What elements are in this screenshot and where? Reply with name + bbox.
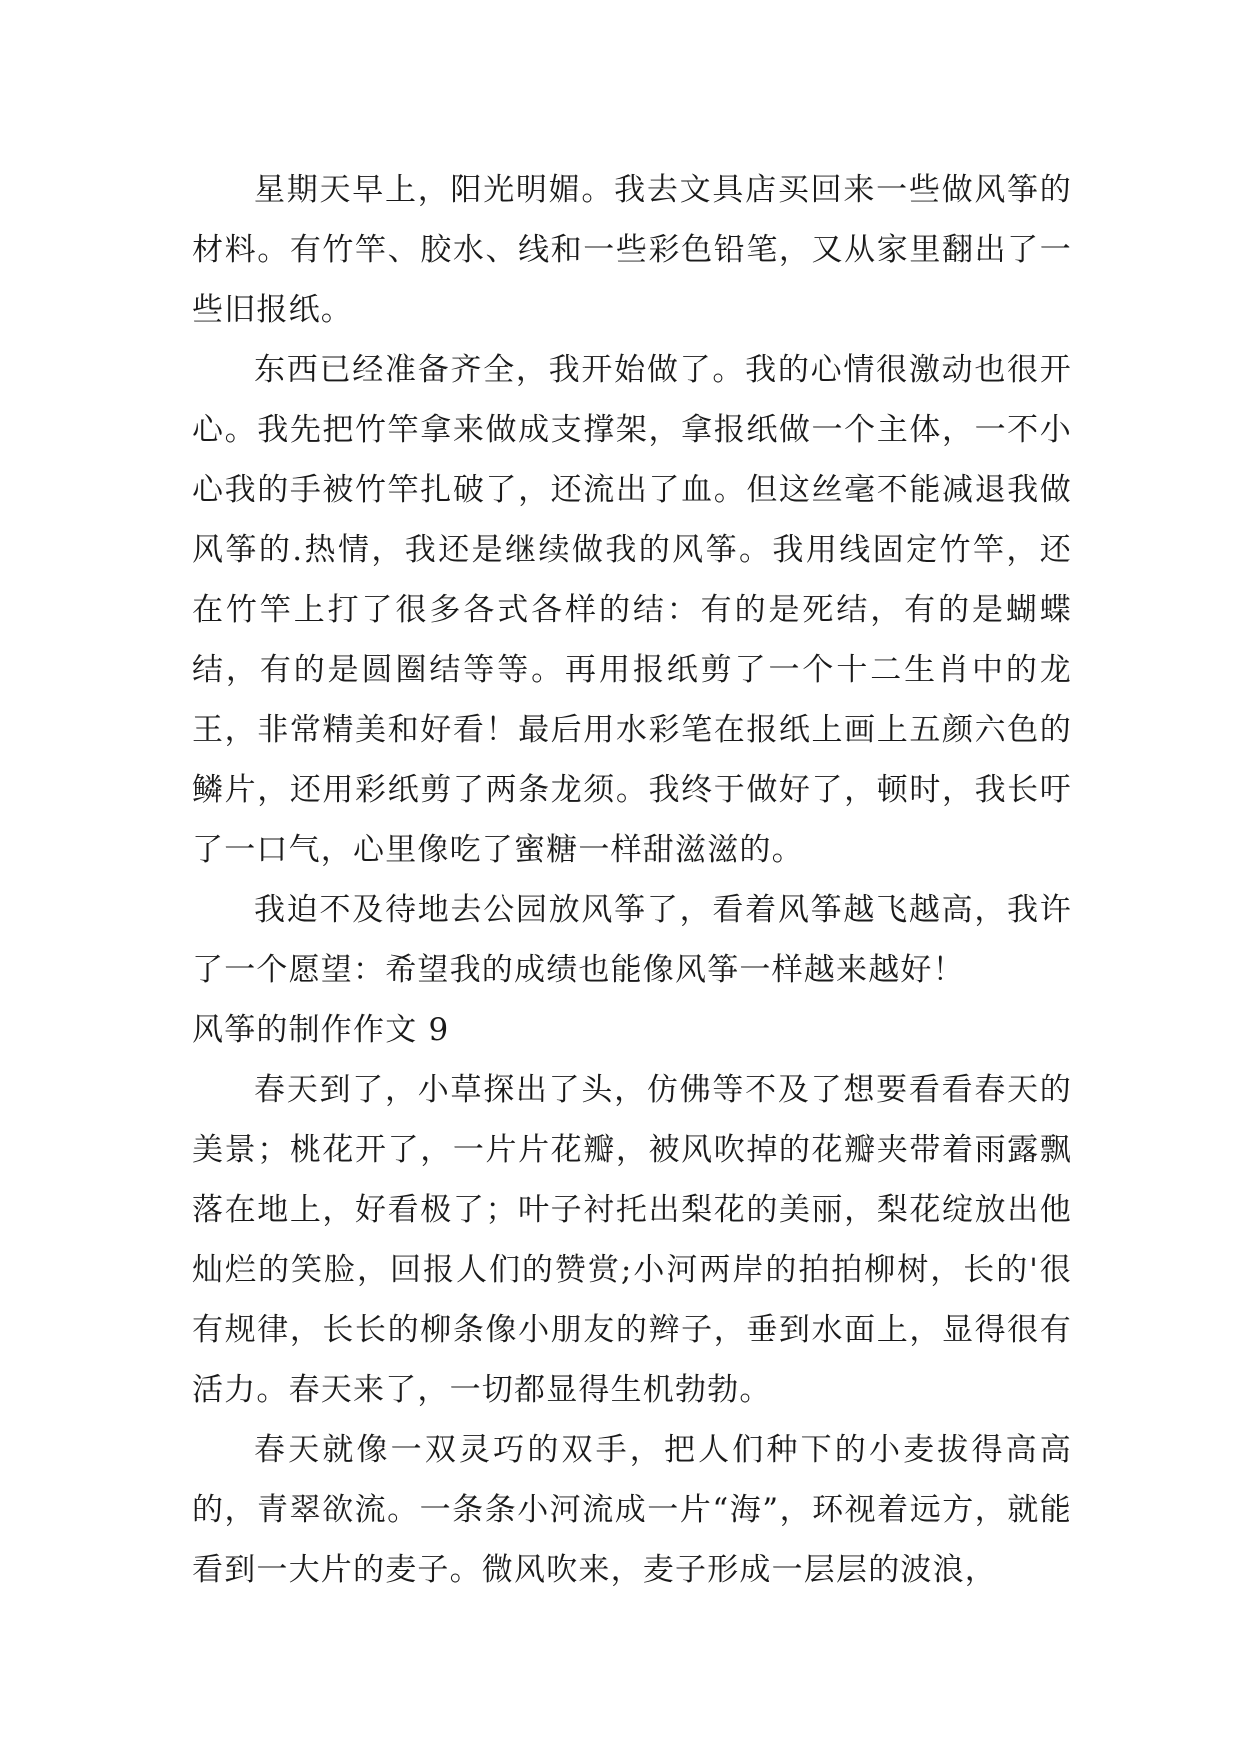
- paragraph-making-kite: 东西已经准备齐全，我开始做了。我的心情很激动也很开心。我先把竹竿拿来做成支撑架，拿报纸做一个主体，一不小心我的手被竹竿扎破了，还流出了血。但这丝毫不能减退我做风筝的.热情，我还是继续做我的风筝。我用线固定竹竿，还在竹竿上打了很多各式各样的结：有的是死结，有的是蝴蝶结，有的是圆圈结等等。再用报纸剪了一个十二生肖中的龙王，非常精美和好看！最后用水彩笔在报纸上画上五颜六色的鳞片，还用彩纸剪了两条龙须。我终于做好了，顿时，我长吁了一口气，心里像吃了蜜糖一样甜滋滋的。: [192, 352, 1072, 868]
- section-title: 风筝的制作作文 9: [192, 1012, 450, 1048]
- paragraph-flying-kite: 我迫不及待地去公园放风筝了，看着风筝越飞越高，我许了一个愿望：希望我的成绩也能像风筝一样越来越好！: [192, 892, 1072, 988]
- paragraph-spring-wheat: 春天就像一双灵巧的双手，把人们种下的小麦拔得高高的，青翠欲流。一条条小河流成一片“海”，环视着远方，就能看到一大片的麦子。微风吹来，麦子形成一层层的波浪，: [192, 1432, 1072, 1588]
- paragraph-materials: 星期天早上，阳光明媚。我去文具店买回来一些做风筝的材料。有竹竿、胶水、线和一些彩色铅笔，又从家里翻出了一些旧报纸。: [192, 172, 1072, 328]
- document-body: [192, 160, 1072, 1600]
- paragraph-spring-scene: 春天到了，小草探出了头，仿佛等不及了想要看看春天的美景；桃花开了，一片片花瓣，被风吹掉的花瓣夹带着雨露飘落在地上，好看极了；叶子衬托出梨花的美丽，梨花绽放出他灿烂的笑脸，回报人们的赞赏;小河两岸的拍拍柳树，长的'很有规律，长长的柳条像小朋友的辫子，垂到水面上，显得很有活力。春天来了，一切都显得生机勃勃。: [192, 1072, 1072, 1408]
